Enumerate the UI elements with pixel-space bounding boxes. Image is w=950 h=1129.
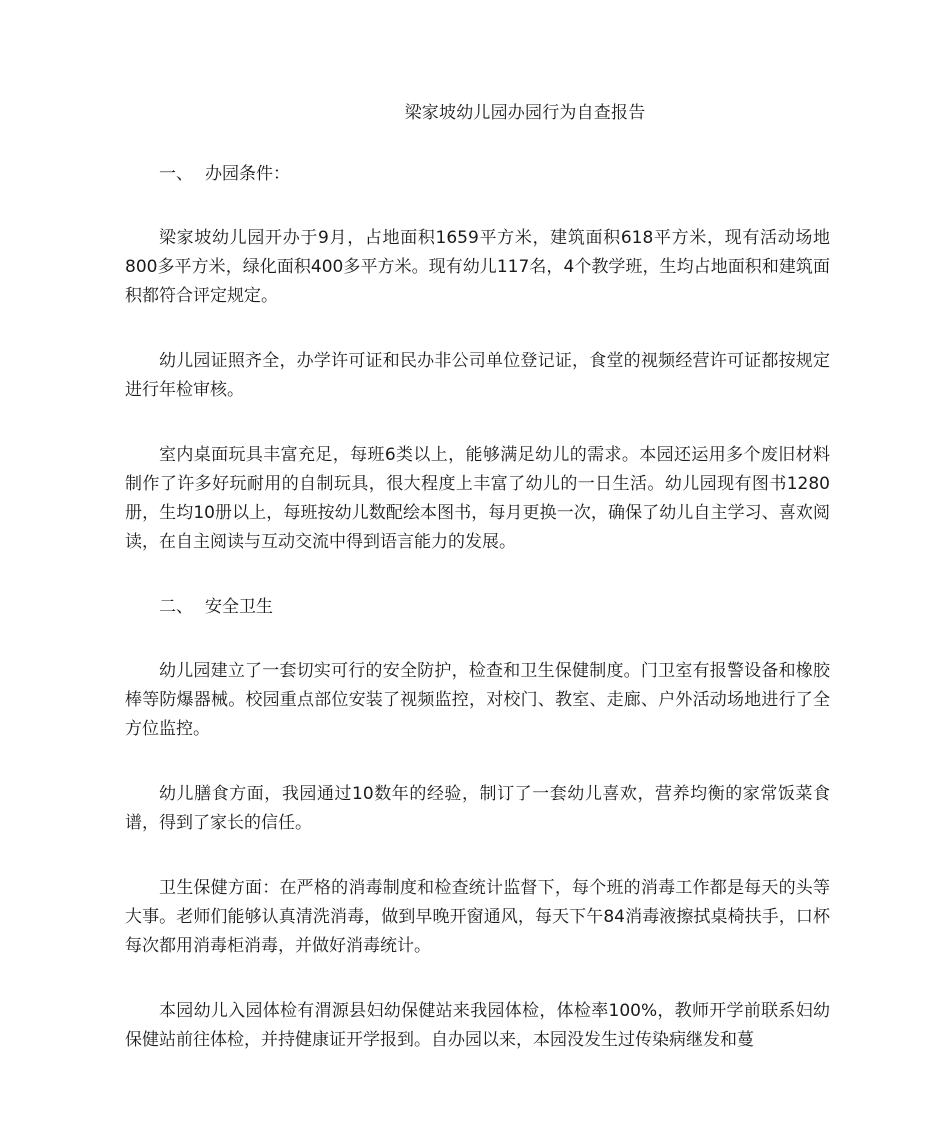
section-heading-2	[125, 593, 830, 621]
paragraph: 梁家坡幼儿园开办于9月，占地面积1659平方米，建筑面积618平方米，现有活动场地800多平方米，绿化面积400多平方米。现有幼儿117名，4个教学班，生均占地面积和建筑面积都符合评定规定。	[125, 228, 830, 306]
paragraph: 卫生保健方面：在严格的消毒制度和检查统计监督下，每个班的消毒工作都是每天的头等大事。老师们能够认真清洗消毒，做到早晚开窗通风，每天下午84消毒液擦拭桌椅扶手，口杯每次都用消毒柜消毒，并做好消毒统计。	[125, 878, 830, 956]
section-title: 办园条件：	[205, 164, 290, 184]
paragraph: 本园幼儿入园体检有渭源县妇幼保健站来我园体检，体检率100%，教师开学前联系妇幼保健站前往体检，并持健康证开学报到。自办园以来，本园没发生过传染病继发和蔓	[125, 1001, 830, 1050]
paragraph: 室内桌面玩具丰富充足，每班6类以上，能够满足幼儿的需求。本园还运用多个废旧材料制作了许多好玩耐用的自制玩具，很大程度上丰富了幼儿的一日生活。幼儿园现有图书1280册，生均10册以上，每班按幼儿数配绘本图书，每月更换一次，确保了幼儿自主学习、喜欢阅读，在自主阅读与互动交流中得到语言能力的发展。	[125, 445, 830, 552]
paragraph: 幼儿园证照齐全，办学许可证和民办非公司单位登记证，食堂的视频经营许可证都按规定进行年检审核。	[125, 351, 830, 400]
section-heading-1	[125, 160, 830, 188]
paragraph: 幼儿膳食方面，我园通过10数年的经验，制订了一套幼儿喜欢，营养均衡的家常饭菜食谱，得到了家长的信任。	[125, 784, 830, 833]
document-title: 梁家坡幼儿园办园行为自查报告	[404, 103, 646, 123]
section-number: 一、	[159, 164, 193, 184]
section-number: 二、	[159, 597, 193, 617]
paragraph: 幼儿园建立了一套切实可行的安全防护，检查和卫生保健制度。门卫室有报警设备和橡胶棒等防爆器械。校园重点部位安装了视频监控，对校门、教室、走廊、户外活动场地进行了全方位监控。	[125, 661, 830, 739]
document-body	[125, 160, 830, 1091]
section-title: 安全卫生	[205, 597, 273, 617]
